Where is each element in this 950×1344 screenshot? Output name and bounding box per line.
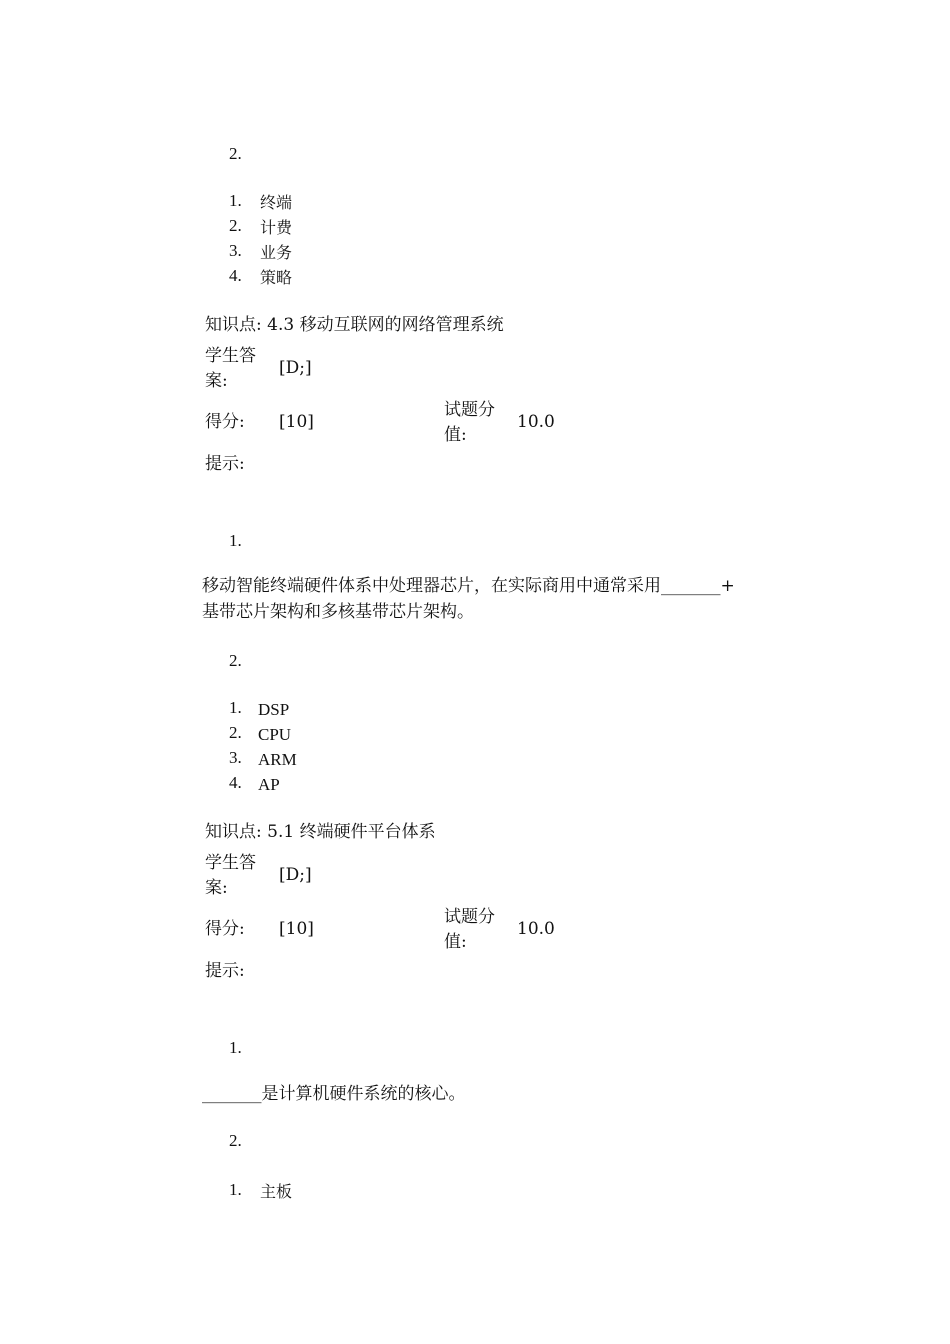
q2-option-1-text: DSP (258, 700, 290, 719)
q1-option-2-text: 计费 (260, 218, 293, 237)
q2-question-line-2: 基带芯片架构和多核基带芯片架构。 (202, 602, 474, 622)
q1-student-answer-label-1: 学生答 (205, 346, 256, 366)
q2-student-answer-label-2: 案: (205, 878, 228, 898)
q1-option-4-text: 策略 (260, 268, 293, 287)
q1-option-1-number: 1. (229, 191, 242, 210)
q2-knowledge-point: 知识点: 5.1 终端硬件平台体系 (205, 822, 436, 842)
q3-option-1-text: 主板 (260, 1182, 293, 1201)
q2-points-label-2: 值: (444, 932, 467, 952)
q1-points-value: 10.0 (517, 412, 555, 432)
q1-points-label-1: 试题分 (444, 400, 495, 420)
q1-hint-label: 提示: (205, 454, 245, 474)
q3-part1-label: 1. (229, 1038, 242, 1057)
q2-points-value: 10.0 (517, 919, 555, 939)
q1-score-label: 得分: (205, 412, 245, 432)
q1-points-label-2: 值: (444, 425, 467, 445)
q1-knowledge-point: 知识点: 4.3 移动互联网的网络管理系统 (205, 315, 504, 335)
q2-question-line-1: 移动智能终端硬件体系中处理器芯片，在实际商用中通常采用_______+ (202, 576, 735, 596)
q2-part2-label: 2. (229, 651, 242, 670)
q2-score-label: 得分: (205, 919, 245, 939)
q2-option-3-text: ARM (258, 750, 297, 769)
q3-part2-label: 2. (229, 1131, 242, 1150)
q1-option-4-number: 4. (229, 266, 242, 285)
q2-part1-label: 1. (229, 531, 242, 550)
q1-score-value: [10] (279, 412, 314, 432)
q1-student-answer-value: [D;] (279, 358, 312, 378)
q2-student-answer-label-1: 学生答 (205, 853, 256, 873)
q2-option-2-number: 2. (229, 723, 242, 742)
q2-option-1-number: 1. (229, 698, 242, 717)
q2-option-2-text: CPU (258, 725, 292, 744)
q1-option-3-text: 业务 (260, 243, 293, 262)
q1-option-2-number: 2. (229, 216, 242, 235)
q2-student-answer-value: [D;] (279, 865, 312, 885)
q3-question-text: _______是计算机硬件系统的核心。 (202, 1084, 466, 1104)
q2-option-4-number: 4. (229, 773, 242, 792)
q2-score-value: [10] (279, 919, 314, 939)
q2-option-3-number: 3. (229, 748, 242, 767)
q3-option-1-number: 1. (229, 1180, 242, 1199)
q1-student-answer-label-2: 案: (205, 371, 228, 391)
q2-hint-label: 提示: (205, 961, 245, 981)
q1-option-1-text: 终端 (260, 193, 293, 212)
q1-part2-label: 2. (229, 144, 242, 163)
q2-points-label-1: 试题分 (444, 907, 495, 927)
q1-option-3-number: 3. (229, 241, 242, 260)
q2-option-4-text: AP (258, 775, 280, 794)
